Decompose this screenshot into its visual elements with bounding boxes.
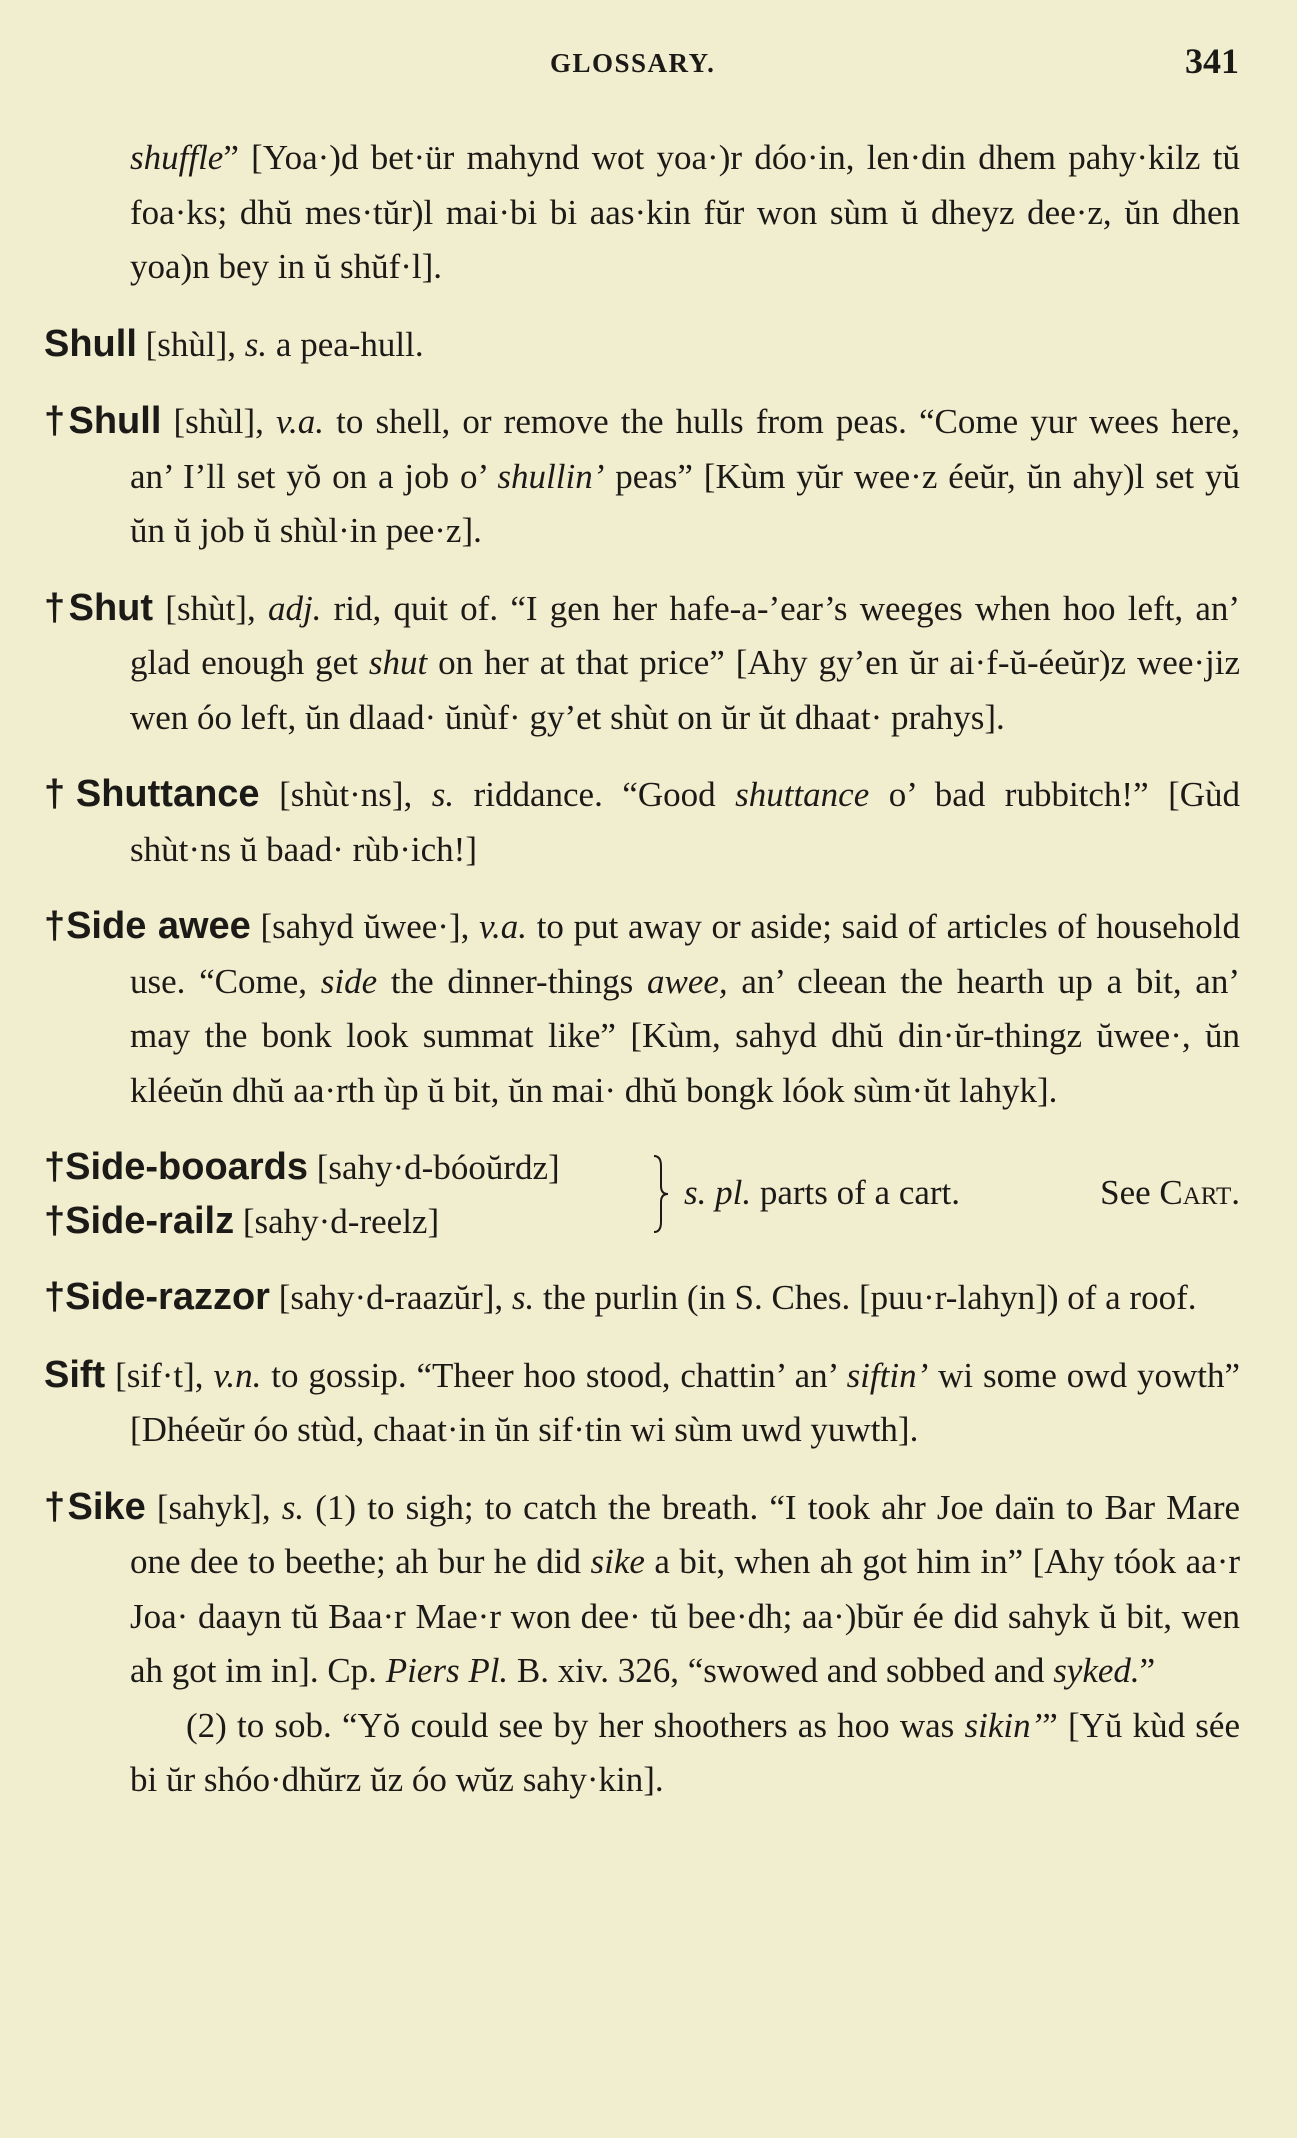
entry-side-booards	[44, 1140, 560, 1196]
headword: Side-railz	[65, 1200, 235, 1242]
part-of-speech: s. pl.	[684, 1173, 752, 1212]
definition: rid, quit of. “I gen her hafe-a-’ear’s weeges when hoo left, an’ glad enough get	[130, 588, 1241, 682]
headword: Shull	[44, 322, 137, 365]
part-of-speech: s.	[244, 324, 268, 364]
dagger-mark: †	[44, 773, 76, 815]
entry-side-razzor	[44, 1270, 1240, 1326]
see-ref: Cart.	[1159, 1173, 1240, 1212]
entry-shut	[44, 581, 1240, 746]
pronunciation: [sahy·d-reelz]	[242, 1202, 440, 1241]
part-of-speech: adj.	[267, 588, 322, 628]
part-of-speech: v.a.	[276, 402, 324, 441]
headword: Sift	[44, 1353, 106, 1396]
part-of-speech: s.	[431, 775, 455, 814]
pronunciation: [sahyd ŭwee·],	[260, 907, 470, 946]
definition: the purlin (in S. Ches. [puu·r-lahyn]) of a roof.	[543, 1278, 1197, 1317]
pronunciation: [shùl],	[145, 324, 237, 364]
page-header	[0, 40, 1297, 90]
example-word: siftin’	[846, 1355, 929, 1395]
dagger-mark: †	[44, 1276, 66, 1318]
pronunciation: [shùt],	[165, 588, 256, 628]
running-title: GLOSSARY.	[550, 48, 716, 78]
entry-shull-verb	[44, 394, 1240, 559]
entry-side-railz	[44, 1194, 439, 1250]
page-number: 341	[1185, 41, 1239, 81]
definition: riddance. “Good	[473, 775, 716, 814]
example-word: shuttance	[735, 775, 870, 814]
glossary-content	[44, 131, 1240, 1830]
entry-shull-noun	[44, 317, 1240, 373]
entry-rest: an’ cleean the hearth up a bit, an’ may the bonk look summat like” [Kùm, sahyd dhŭ din·ŭr-thingz ŭwee·, ŭn kléeŭn dhŭ aa·rth ùp ŭ bit, ŭn mai· dhŭ bongk lóok sùm·ŭt lahyk].	[130, 961, 1240, 1110]
definition: to shell, or remove the hulls from peas. “Come yur wees here, an’ I’ll set yŏ on a job o’	[130, 402, 1241, 496]
part-of-speech: s.	[511, 1278, 535, 1317]
example-word: shut	[368, 643, 428, 682]
cross-reference	[1100, 1166, 1240, 1221]
definition: (1) to sigh; to catch the breath. “I took ahr Joe daïn to Bar Mare one dee to beethe; ah bur he did	[130, 1487, 1241, 1581]
headword: Shull	[68, 400, 162, 442]
dagger-mark: †	[44, 1485, 68, 1528]
dagger-mark: †	[44, 905, 67, 947]
definition: a pea-hull.	[275, 324, 424, 364]
pronunciation: [sahy·d-raazŭr],	[278, 1278, 504, 1317]
dagger-mark: †	[44, 400, 69, 442]
headword: Sike	[67, 1485, 146, 1528]
entry-side-pair	[44, 1140, 1240, 1248]
pronunciation: [sahyk],	[156, 1487, 271, 1527]
entry-rest: B. xiv. 326, “swowed and sobbed and	[516, 1651, 1045, 1690]
dagger-mark: †	[44, 1200, 66, 1242]
entry-text: ” [Yoa·)d bet·ür mahynd wot yoa·)r dóo·in, len·din dhem pahy·kilz tŭ foa·ks; dhŭ mes·tŭr)l mai·bi bi aas·kin fŭr won sùm ŭ dheyz dee·z, ŭn dhen yoa)n bey in ŭ shŭf·l].	[130, 138, 1240, 286]
part-of-speech: v.n.	[213, 1355, 262, 1395]
example-word: shullin’	[497, 456, 605, 496]
curly-brace-icon	[652, 1154, 670, 1234]
entry-shuffle-continuation	[44, 131, 1240, 295]
entry-sift	[44, 1348, 1240, 1458]
entry-mid: a bit, when ah got him in” [Ahy tóok aa·r Joa· daayn tŭ Baa·r Mae·r won dee· tŭ bee·dh; aa·)bŭr ée did sahyk ŭ bit, wen ah got im in]. Cp.	[130, 1542, 1241, 1690]
example-word-2: awee,	[646, 961, 728, 1001]
entry-lead-italic: shuffle	[130, 138, 224, 177]
dagger-mark: †	[44, 586, 69, 629]
headword: Shuttance	[75, 773, 260, 815]
entry-rest: on her at that price” [Ahy gy’en ŭr ai·f-ŭ-éeŭr)z wee·jiz wen óo left, ŭn dlaad· ŭnùf· gy’et shùt on ŭr ŭt dhaat· prahys].	[130, 643, 1240, 737]
headword: Shut	[68, 586, 154, 629]
entry-end: ”	[1139, 1651, 1156, 1690]
definition: parts of a cart.	[759, 1173, 961, 1212]
definition: to gossip. “Theer hoo stood, chattin’ an’	[271, 1355, 837, 1395]
see-label: See	[1100, 1173, 1151, 1212]
example-word-2: Piers Pl.	[385, 1651, 509, 1690]
pronunciation: [shùt·ns],	[279, 775, 413, 814]
pronunciation: [shùl],	[173, 402, 264, 441]
entry-rest: ” [Yŭ kùd sée bi ŭr shóo·dhŭrz ŭz óo wŭz sahy·kin].	[130, 1705, 1240, 1799]
shared-definition	[684, 1166, 960, 1221]
pronunciation: [sahy·d-bóoŭrdz]	[316, 1148, 560, 1187]
example-word-3: syked.	[1053, 1651, 1140, 1690]
entry-mid: the dinner-things	[390, 961, 634, 1001]
entry-rest: o’ bad rubbitch!” [Gùd shùt·ns ŭ baad· rùb·ich!]	[130, 775, 1241, 869]
example-word: sike	[590, 1542, 645, 1581]
headword: Side-razzor	[65, 1276, 270, 1318]
dagger-mark: †	[44, 1146, 66, 1188]
part-of-speech: v.a.	[479, 907, 527, 946]
example-word: sikin’	[964, 1705, 1043, 1745]
entry-side-awee	[44, 899, 1240, 1118]
definition: (2) to sob. “Yŏ could see by her shoothers as hoo was	[186, 1705, 955, 1745]
headword: Side-booards	[65, 1146, 308, 1188]
entry-rest: peas” [Kùm yŭr wee·z éeŭr, ŭn ahy)l set yŭ ŭn ŭ job ŭ shùl·in pee·z].	[130, 456, 1241, 550]
entry-sike-sense-2	[44, 1699, 1240, 1808]
entry-shuttance	[44, 767, 1240, 877]
definition: to put away or aside; said of articles of household use. “Come,	[130, 907, 1241, 1001]
entry-sike	[44, 1480, 1240, 1699]
entry-rest: wi some owd yowth” [Dhéeŭr óo stùd, chaat·in ŭn sif·tin wi sùm uwd yuwth].	[130, 1355, 1240, 1449]
headword: Side awee	[66, 905, 251, 947]
pronunciation: [sif·t],	[115, 1355, 204, 1395]
example-word: side	[320, 961, 378, 1001]
part-of-speech: s.	[281, 1487, 305, 1527]
